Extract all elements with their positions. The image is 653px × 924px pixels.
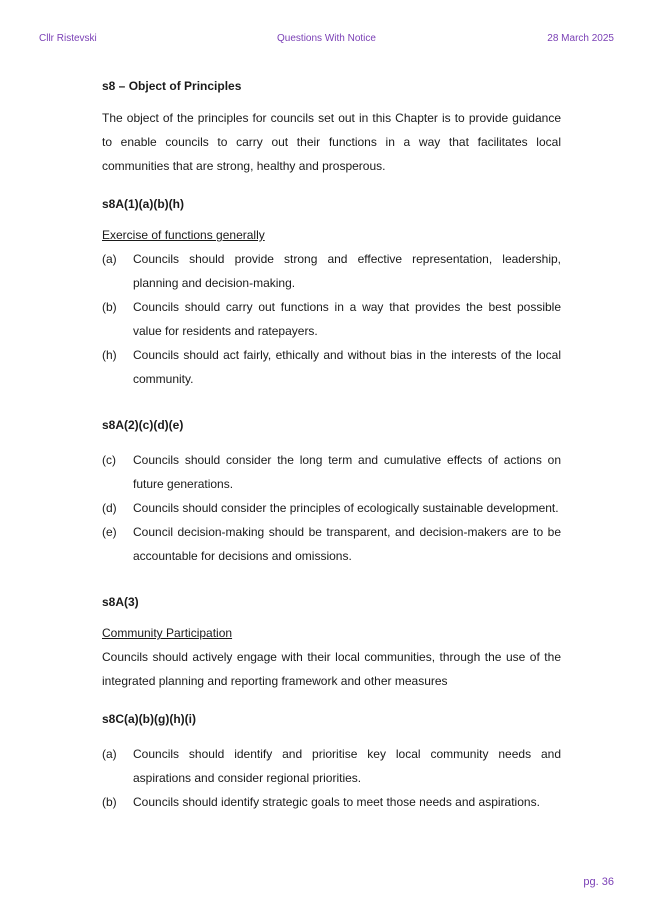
list-item-text: Council decision-making should be transparent, and decision-makers are to be accountable for decisions and omissions. (133, 525, 561, 563)
section-paragraph-s8a3: Councils should actively engage with their local communities, through the use of the integrated planning and reporting framework and other measures (102, 650, 561, 688)
list-item (102, 448, 561, 496)
list-item-label: (b) (102, 795, 117, 809)
section-heading-s8a2: s8A(2)(c)(d)(e) (102, 418, 184, 432)
section-heading-s8: s8 – Object of Principles (102, 79, 242, 93)
list-item-text: Councils should identify strategic goals to meet those needs and aspirations. (133, 795, 540, 809)
header-title: Questions With Notice (277, 33, 376, 44)
section-heading-s8c: s8C(a)(b)(g)(h)(i) (102, 712, 196, 726)
section-paragraph-s8: The object of the principles for councils set out in this Chapter is to provide guidance to enable councils to carry out their functions in a way that facilitates local communities that are strong, healthy and prosperous. (102, 111, 561, 173)
section-heading-s8a3: s8A(3) (102, 595, 139, 609)
document-body (102, 76, 561, 814)
list-item (102, 496, 561, 520)
list-item-label: (d) (102, 501, 117, 515)
section-heading-s8a1: s8A(1)(a)(b)(h) (102, 197, 184, 211)
list-item-text: Councils should carry out functions in a way that provides the best possible value for residents and ratepayers. (133, 300, 561, 338)
section-subheading-s8a3: Community Participation (102, 626, 233, 640)
list-item (102, 742, 561, 790)
header-author: Cllr Ristevski (39, 33, 97, 44)
list-item-text: Councils should provide strong and effective representation, leadership, planning and decision-making. (133, 252, 561, 290)
list-item-text: Councils should consider the long term and cumulative effects of actions on future generations. (133, 453, 561, 491)
list-item-text: Councils should identify and prioritise key local community needs and aspirations and consider regional priorities. (133, 747, 561, 785)
list-item (102, 520, 561, 568)
list-item (102, 295, 561, 343)
list-item (102, 790, 561, 814)
list-item-label: (c) (102, 453, 116, 467)
list-item-label: (b) (102, 300, 117, 314)
list-item-label: (a) (102, 747, 117, 761)
header-date: 28 March 2025 (547, 33, 614, 44)
list-item-text: Councils should consider the principles of ecologically sustainable development. (133, 501, 559, 515)
list-item-label: (a) (102, 252, 117, 266)
list-item (102, 343, 561, 391)
section-subheading-s8a1: Exercise of functions generally (102, 228, 265, 242)
list-item-text: Councils should act fairly, ethically and without bias in the interests of the local community. (133, 348, 561, 386)
list-item (102, 247, 561, 295)
list-item-label: (h) (102, 348, 117, 362)
page-number: pg. 36 (583, 876, 614, 888)
list-item-label: (e) (102, 525, 117, 539)
